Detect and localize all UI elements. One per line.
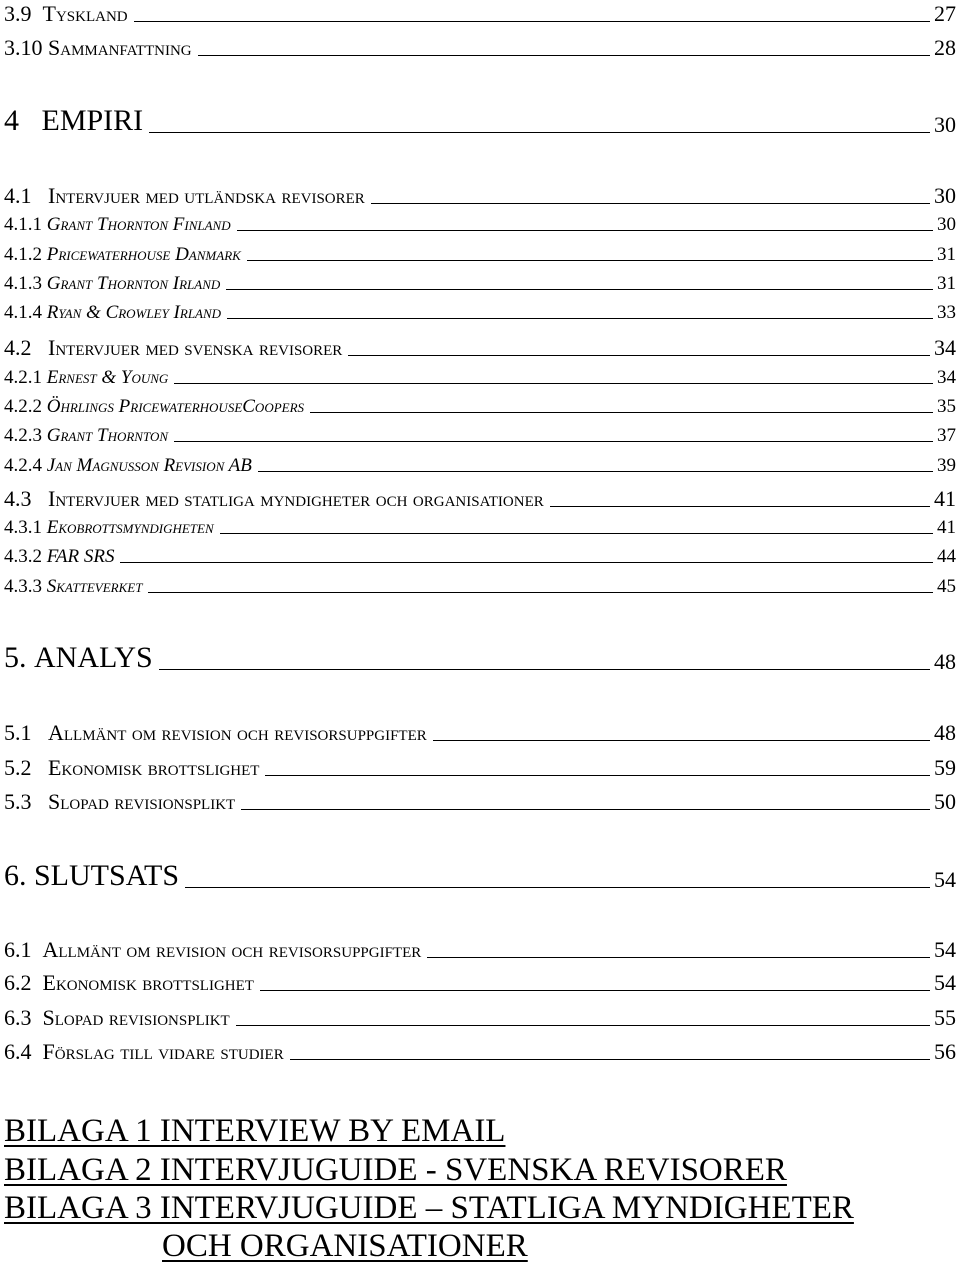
toc-page: 54 — [934, 937, 956, 962]
toc-title: Grant Thornton — [46, 425, 169, 446]
toc-entry-3-10[interactable] — [4, 37, 956, 59]
toc-leader — [310, 412, 933, 413]
toc-number: 4.3.3 — [4, 576, 42, 597]
appendix-1[interactable]: BILAGA 1 INTERVIEW BY EMAIL — [4, 1113, 506, 1149]
toc-title: Slopad revisionsplikt — [48, 789, 236, 814]
toc-page: 48 — [934, 720, 956, 745]
toc-entry-4-3[interactable] — [4, 488, 956, 510]
toc-number: 6.2 — [4, 970, 32, 995]
toc-title: Grant Thornton Finland — [46, 214, 231, 235]
toc-leader — [226, 289, 933, 290]
toc-entry-4-1-3[interactable] — [4, 274, 956, 293]
toc-leader — [227, 318, 933, 319]
toc-entry-4-2-1[interactable] — [4, 368, 956, 387]
toc-number: 4.3.2 — [4, 546, 42, 567]
toc-page: 37 — [937, 425, 956, 446]
toc-entry-4-1[interactable] — [4, 185, 956, 207]
toc-entry-4-3-2[interactable] — [4, 547, 956, 566]
toc-number: 4.1.1 — [4, 214, 42, 235]
toc-leader — [149, 132, 930, 133]
toc-leader — [220, 533, 933, 534]
toc-leader — [134, 21, 930, 22]
toc-number: 4.2.2 — [4, 396, 42, 417]
toc-leader — [371, 203, 930, 204]
toc-title: EMPIRI — [41, 104, 144, 137]
toc-title: Ryan & Crowley Irland — [46, 302, 222, 323]
toc-number: 5.1 — [4, 720, 32, 745]
toc-leader — [290, 1059, 930, 1060]
toc-page: 27 — [934, 1, 956, 26]
toc-entry-6-4[interactable] — [4, 1041, 956, 1063]
toc-entry-4-3-3[interactable] — [4, 577, 956, 596]
toc-page: 44 — [937, 546, 956, 567]
toc-title: Allmänt om revision och revisorsuppgifter — [42, 937, 422, 962]
toc-page: 50 — [934, 789, 956, 814]
toc-number: 6.4 — [4, 1039, 32, 1064]
toc-number: 6.1 — [4, 937, 32, 962]
toc-page: 41 — [937, 517, 956, 538]
toc-leader — [159, 669, 930, 670]
toc-page: 59 — [934, 755, 956, 780]
toc-page: 28 — [934, 35, 956, 60]
toc-title: Sammanfattning — [48, 35, 192, 60]
toc-number: 4.1 — [4, 183, 32, 208]
toc-entry-3-9[interactable] — [4, 3, 956, 25]
toc-leader — [237, 230, 933, 231]
toc-entry-4-1-2[interactable] — [4, 245, 956, 264]
appendix-3[interactable]: BILAGA 3 INTERVJUGUIDE – STATLIGA MYNDIGHETER — [4, 1190, 854, 1226]
toc-title: FAR SRS — [46, 546, 115, 567]
toc-number: 6. — [4, 859, 27, 892]
toc-entry-4-2-2[interactable] — [4, 397, 956, 416]
toc-entry-4-3-1[interactable] — [4, 518, 956, 537]
toc-leader — [260, 990, 930, 991]
toc-entry-5-2[interactable] — [4, 757, 956, 779]
toc-number: 4.2.3 — [4, 425, 42, 446]
toc-entry-5-1[interactable] — [4, 722, 956, 744]
toc-entry-6-3[interactable] — [4, 1007, 956, 1029]
toc-page: 45 — [937, 576, 956, 597]
toc-entry-4-1-4[interactable] — [4, 303, 956, 322]
toc-title: Förslag till vidare studier — [42, 1039, 284, 1064]
toc-page: 31 — [937, 273, 956, 294]
toc-title: Grant Thornton Irland — [46, 273, 221, 294]
toc-title: Ekobrottsmyndigheten — [46, 517, 214, 538]
toc-number: 3.10 — [4, 35, 43, 60]
toc-page: 34 — [937, 367, 956, 388]
toc-page: 33 — [937, 302, 956, 323]
toc-chapter-4[interactable] — [4, 106, 956, 136]
toc-page: 56 — [934, 1039, 956, 1064]
toc-title: Öhrlings PricewaterhouseCoopers — [46, 396, 305, 417]
toc-page: 30 — [934, 112, 956, 137]
toc-number: 4.3.1 — [4, 517, 42, 538]
toc-page: 30 — [934, 183, 956, 208]
toc-chapter-5[interactable] — [4, 643, 956, 673]
toc-title: Ernest & Young — [46, 367, 169, 388]
toc-page: 34 — [934, 335, 956, 360]
toc-leader — [241, 809, 930, 810]
toc-page: 39 — [937, 455, 956, 476]
toc-leader — [348, 355, 930, 356]
toc-leader — [174, 383, 933, 384]
toc-page: 41 — [934, 486, 956, 511]
toc-entry-4-2-3[interactable] — [4, 426, 956, 445]
toc-entry-5-3[interactable] — [4, 791, 956, 813]
toc-leader — [120, 562, 933, 563]
toc-number: 4.1.3 — [4, 273, 42, 294]
toc-chapter-6[interactable] — [4, 861, 956, 891]
toc-leader — [174, 441, 933, 442]
toc-number: 4.1.4 — [4, 302, 42, 323]
toc-entry-6-2[interactable] — [4, 972, 956, 994]
toc-title: Slopad revisionsplikt — [42, 1005, 230, 1030]
toc-number: 4.2 — [4, 335, 32, 360]
toc-number: 4.3 — [4, 486, 32, 511]
toc-title: Pricewaterhouse Danmark — [46, 244, 241, 265]
toc-page: 31 — [937, 244, 956, 265]
toc-title: Intervjuer med statliga myndigheter och organisationer — [48, 486, 544, 511]
appendix-3-continued[interactable]: OCH ORGANISATIONER — [162, 1228, 528, 1264]
toc-title: Ekonomisk brottslighet — [42, 970, 254, 995]
toc-page: 55 — [934, 1005, 956, 1030]
toc-entry-4-2[interactable] — [4, 337, 956, 359]
toc-leader — [265, 775, 930, 776]
toc-number: 3.9 — [4, 1, 32, 26]
toc-number: 6.3 — [4, 1005, 32, 1030]
toc-entry-6-1[interactable] — [4, 939, 956, 961]
toc-leader — [185, 887, 930, 888]
toc-entry-4-1-1[interactable] — [4, 215, 956, 234]
toc-leader — [236, 1025, 930, 1026]
toc-page: 30 — [937, 214, 956, 235]
toc-title: Ekonomisk brottslighet — [48, 755, 260, 780]
toc-title: Jan Magnusson Revision AB — [46, 455, 252, 476]
toc-title: Skatteverket — [46, 576, 143, 597]
toc-leader — [258, 471, 933, 472]
toc-title: Intervjuer med utländska revisorer — [48, 183, 365, 208]
toc-number: 4.2.4 — [4, 455, 42, 476]
toc-page: 48 — [934, 649, 956, 674]
toc-number: 4.2.1 — [4, 367, 42, 388]
toc-title: SLUTSATS — [34, 859, 180, 892]
toc-title: ANALYS — [34, 641, 153, 674]
toc-number: 5.2 — [4, 755, 32, 780]
toc-leader — [198, 55, 930, 56]
toc-number: 4 — [4, 104, 19, 137]
toc-entry-4-2-4[interactable] — [4, 456, 956, 475]
toc-title: Intervjuer med svenska revisorer — [48, 335, 343, 360]
toc-title: Tyskland — [42, 1, 128, 26]
toc-title: Allmänt om revision och revisorsuppgifter — [48, 720, 427, 745]
toc-number: 5.3 — [4, 789, 32, 814]
toc-number: 4.1.2 — [4, 244, 42, 265]
toc-leader — [550, 506, 930, 507]
toc-number: 5. — [4, 641, 27, 674]
toc-page: 54 — [934, 970, 956, 995]
toc-leader — [427, 957, 930, 958]
toc-page: 35 — [937, 396, 956, 417]
toc-leader — [247, 260, 933, 261]
toc-page: 54 — [934, 867, 956, 892]
toc-leader — [433, 740, 930, 741]
appendix-2[interactable]: BILAGA 2 INTERVJUGUIDE - SVENSKA REVISORER — [4, 1152, 787, 1188]
toc-leader — [148, 592, 933, 593]
